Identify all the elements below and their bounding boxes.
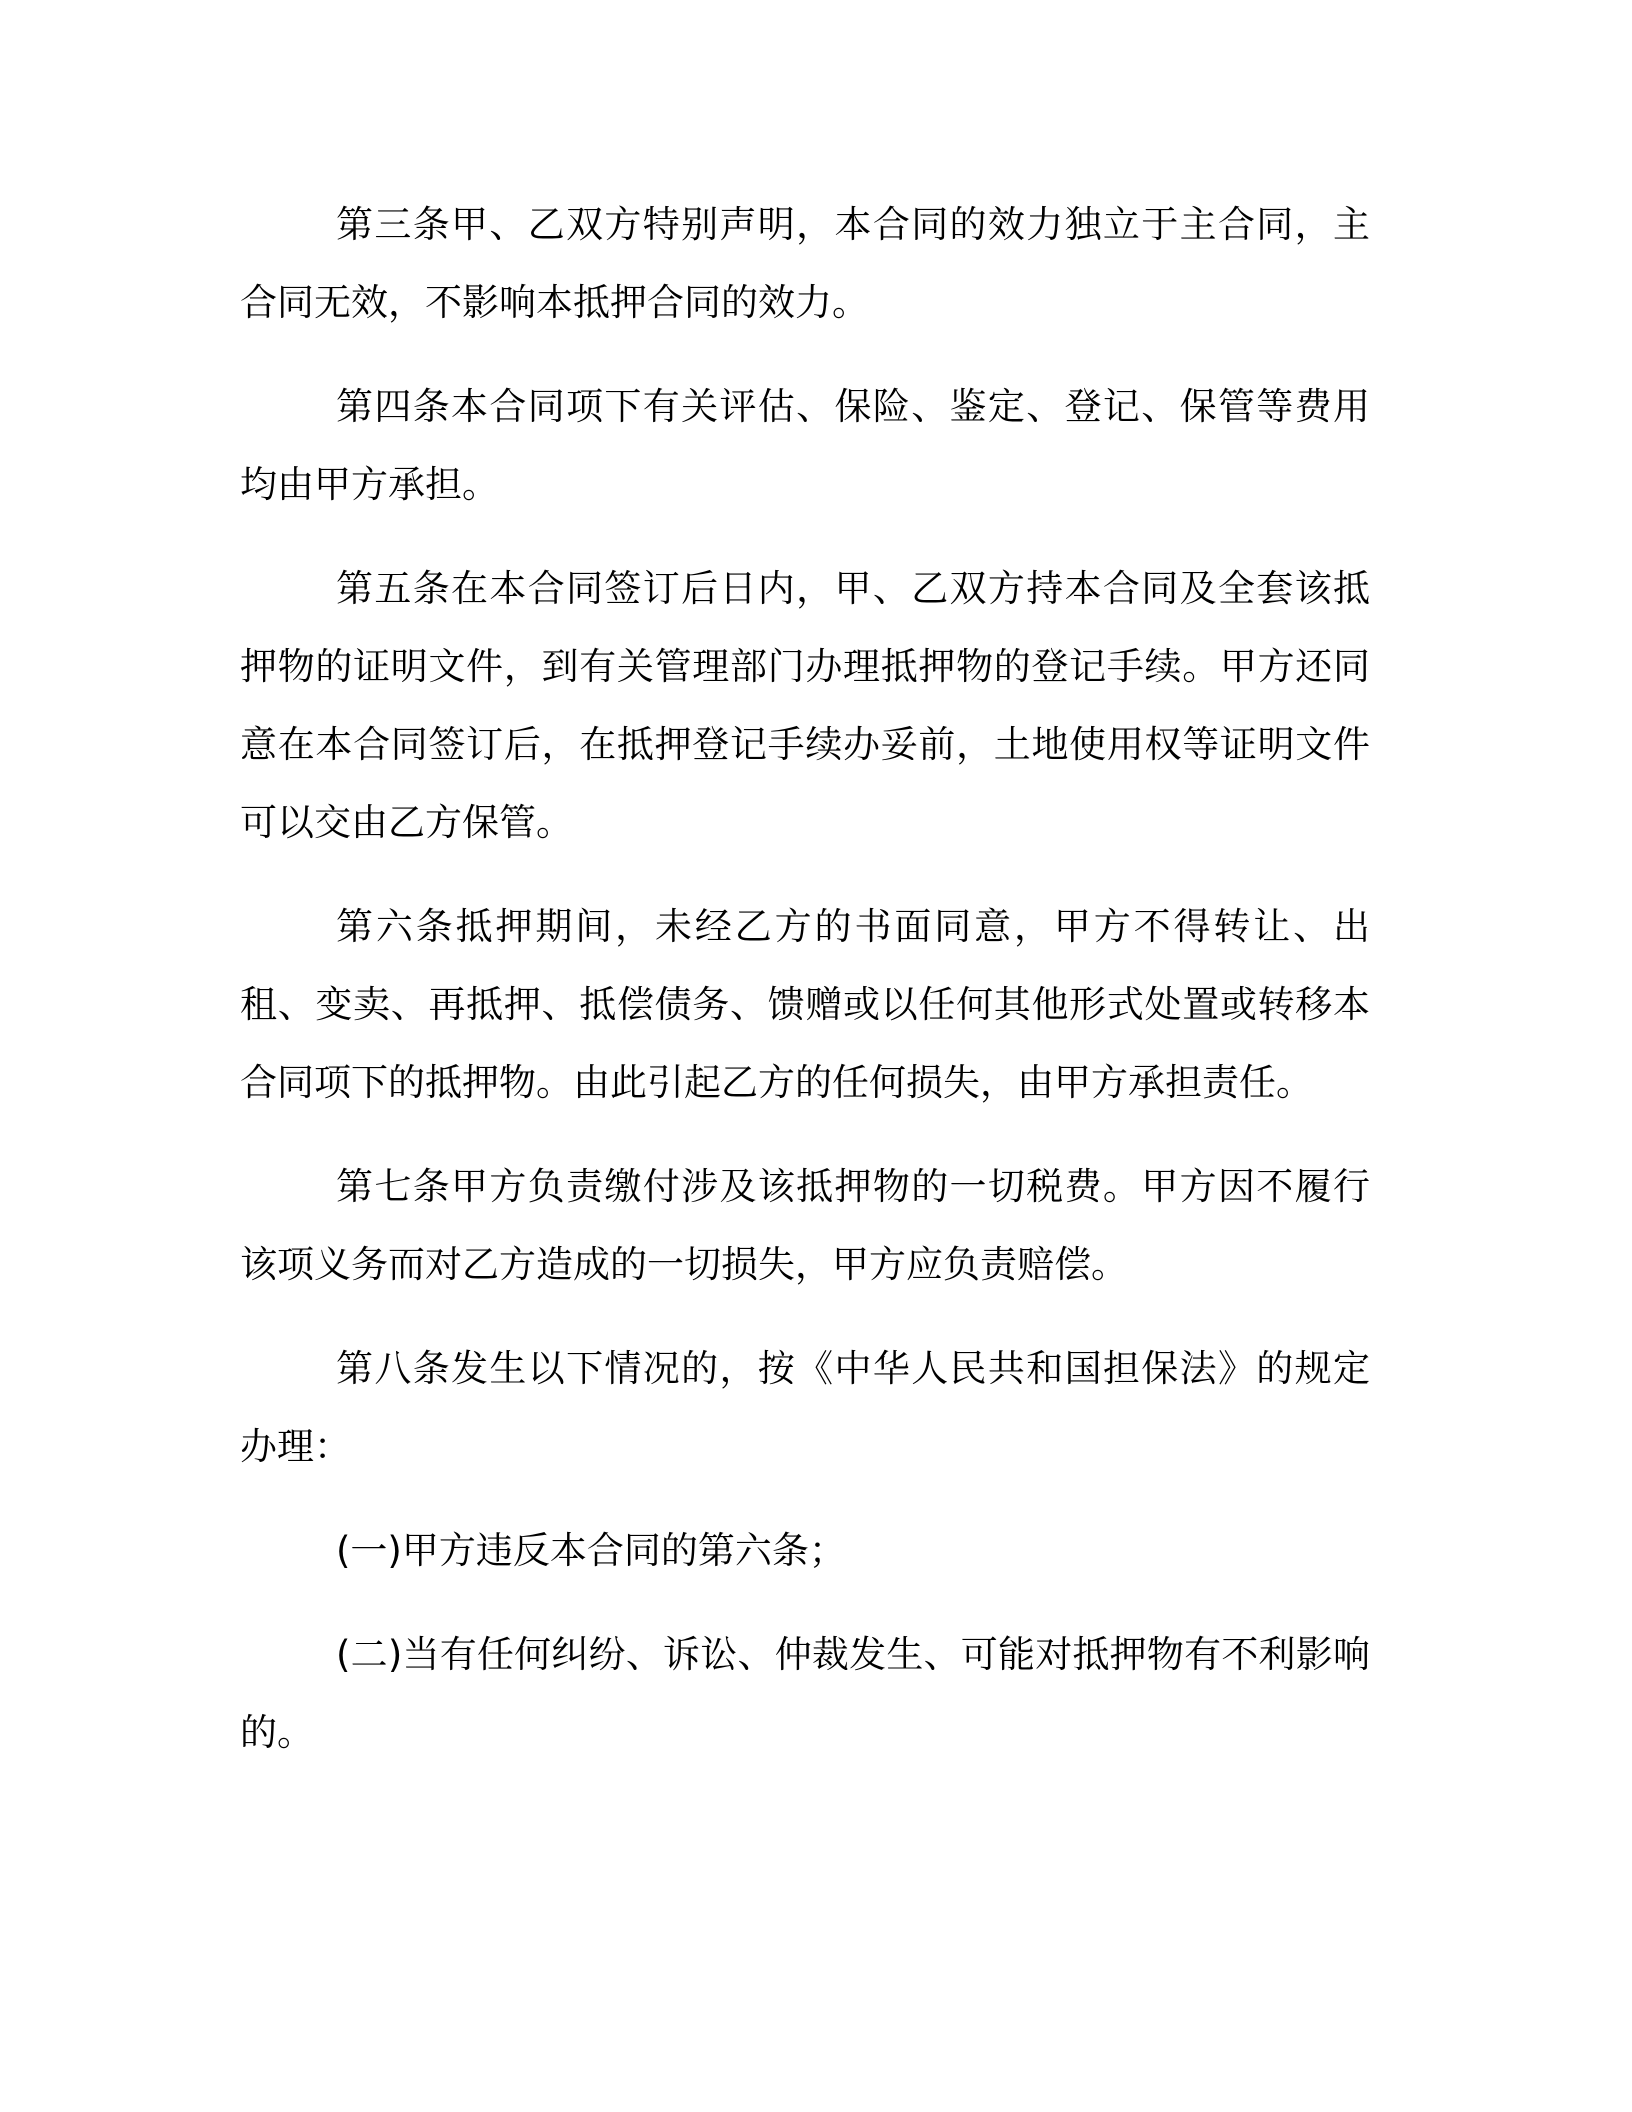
document-body [240, 186, 1370, 1798]
clause-5: 第五条在本合同签订后日内，甲、乙双方持本合同及全套该抵押物的证明文件，到有关管理部门办理抵押物的登记手续。甲方还同意在本合同签订后，在抵押登记手续办妥前，土地使用权等证明文件可以交由乙方保管。 [240, 567, 1370, 844]
clause-6: 第六条抵押期间，未经乙方的书面同意，甲方不得转让、出租、变卖、再抵押、抵偿债务、馈赠或以任何其他形式处置或转移本合同项下的抵押物。由此引起乙方的任何损失，由甲方承担责任。 [240, 905, 1370, 1104]
clause-3: 第三条甲、乙双方特别声明，本合同的效力独立于主合同，主合同无效，不影响本抵押合同的效力。 [240, 203, 1370, 324]
clause-4: 第四条本合同项下有关评估、保险、鉴定、登记、保管等费用均由甲方承担。 [240, 385, 1370, 506]
clause-8: 第八条发生以下情况的，按《中华人民共和国担保法》的规定办理： [240, 1347, 1370, 1468]
clause-8-item-2: (二)当有任何纠纷、诉讼、仲裁发生、可能对抵押物有不利影响的。 [240, 1633, 1370, 1754]
clause-8-item-1: (一)甲方违反本合同的第六条； [336, 1529, 846, 1572]
clause-7: 第七条甲方负责缴付涉及该抵押物的一切税费。甲方因不履行该项义务而对乙方造成的一切损失，甲方应负责赔偿。 [240, 1165, 1370, 1286]
